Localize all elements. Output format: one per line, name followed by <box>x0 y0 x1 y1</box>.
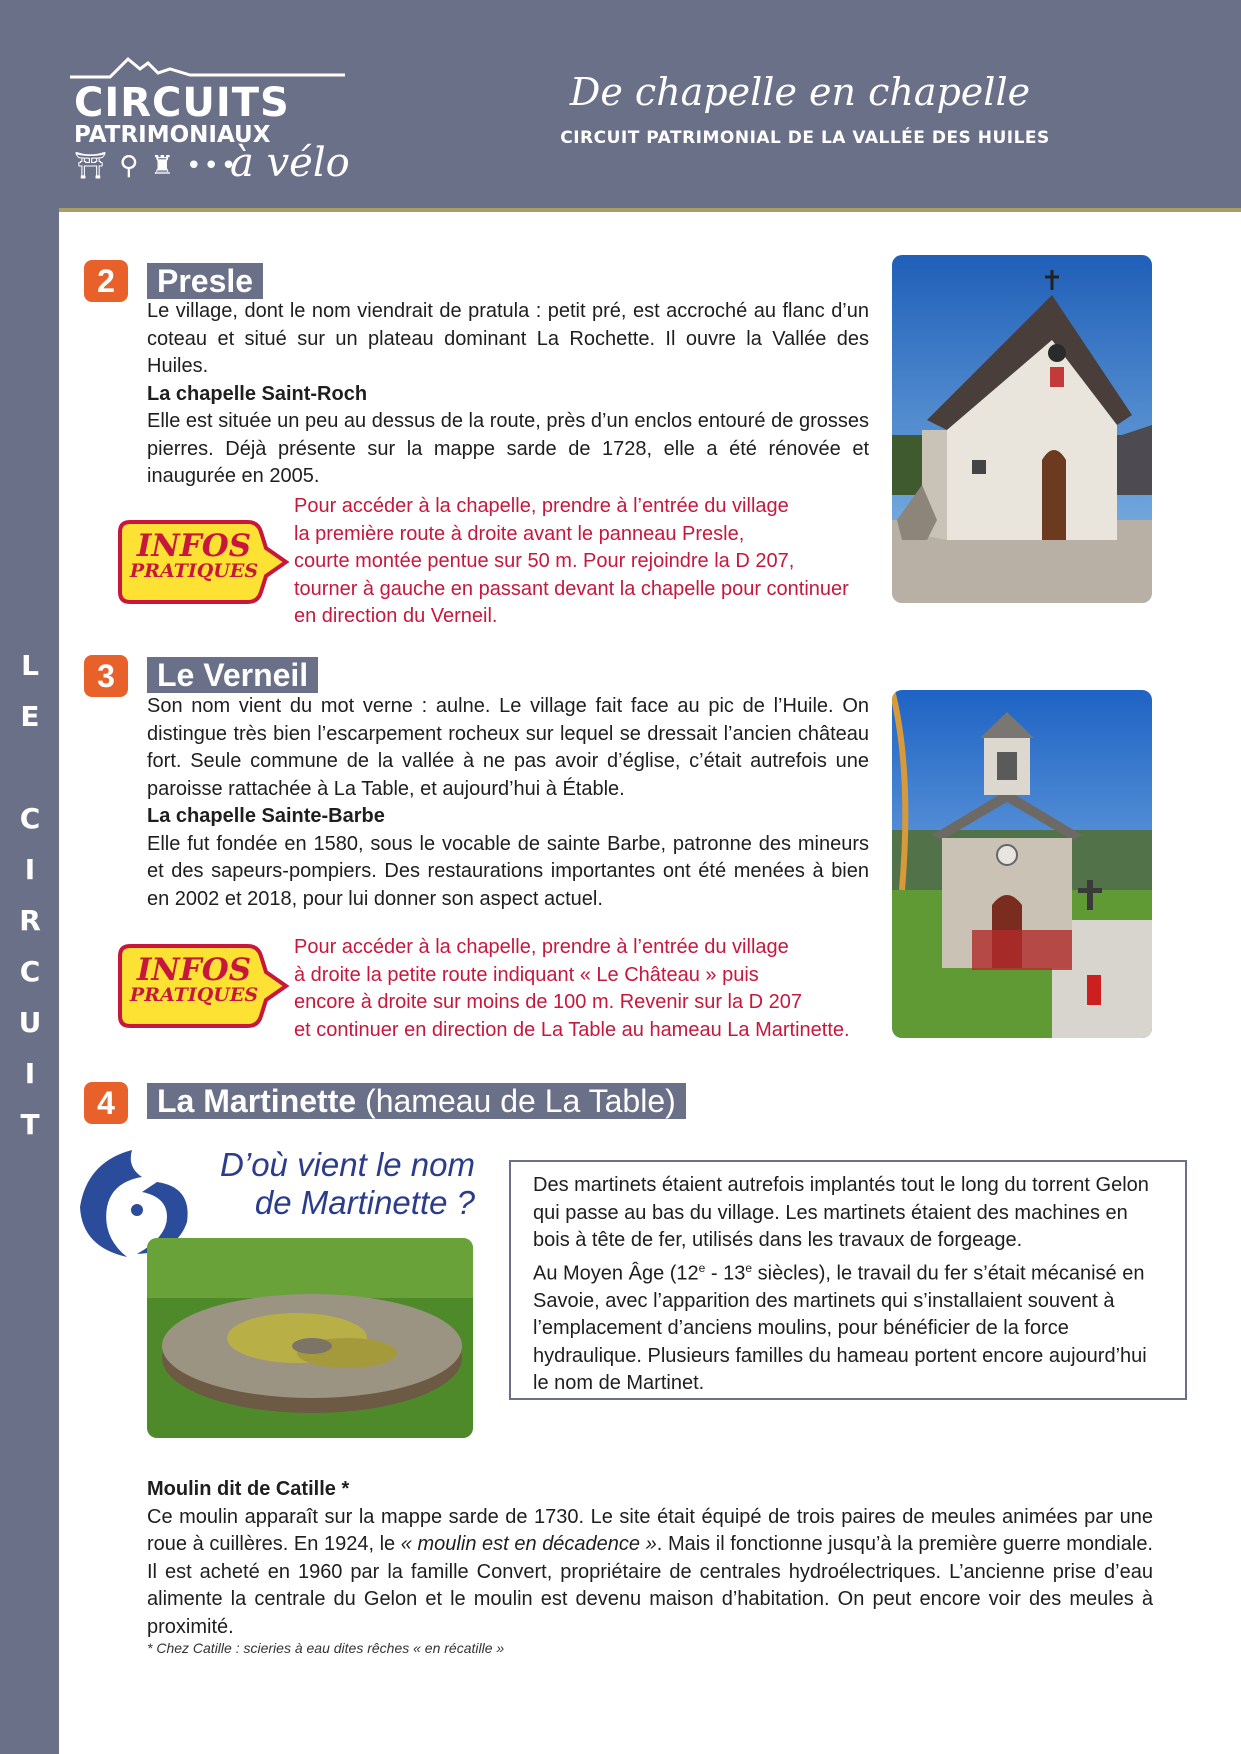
info-line: Pour accéder à la chapelle, prendre à l’entrée du village <box>294 936 789 958</box>
logo-circuits: CIRCUITS <box>74 80 290 126</box>
chapel-subheading: La chapelle Saint-Roch <box>147 382 368 405</box>
pratiques-label: PRATIQUES <box>129 560 259 582</box>
info-line: Pour accéder à la chapelle, prendre à l’entrée du village <box>294 495 789 517</box>
infos-pratiques-badge <box>118 518 293 606</box>
moulin-heading: Moulin dit de Catille * <box>147 1478 350 1500</box>
moulin-paragraph: Ce moulin apparaît sur la mappe sarde de 1730. Le site était équipé de trois paires de meules animées par une roue à cuillères. En 1924, le « moulin est en décadence ». Mais il fonctionne jusqu’à la première guerre mondiale. Il est acheté en 1960 par la famille Convert, propriétaire de centrales hydroélectriques. L’ancienne prise d’eau alimente la centrale du Gelon et le moulin est devenu maison d’habitation. On peut encore voir des meules à proximité. <box>147 1505 1153 1638</box>
section-text-verneil <box>147 693 869 913</box>
logo-a-velo: à vélo <box>230 140 350 186</box>
infos-label: INFOS <box>136 528 252 564</box>
logo-icons: ⛩ ⚲ ♜ ••• <box>74 151 239 181</box>
section-text-presle <box>147 298 869 491</box>
infos-label: INFOS <box>136 952 252 988</box>
side-letter: I <box>24 853 36 886</box>
photo-meule <box>147 1238 473 1438</box>
info-line: tourner à gauche en passant devant la chapelle pour continuer <box>294 577 849 600</box>
intro-paragraph: Le village, dont le nom viendrait de pratula : petit pré, est accroché au flanc d’un coteau et situé sur un plateau dominant La Rochette. Il ouvre la Vallée des Huiles. <box>147 300 869 377</box>
info-line: en direction du Verneil. <box>294 605 498 627</box>
info-line: à droite la petite route indiquant « Le Château » puis <box>294 963 759 986</box>
side-letter <box>10 742 50 793</box>
section-title: La Martinette (hameau de La Table) <box>147 1083 686 1119</box>
info-text-presle <box>294 493 894 631</box>
chapel-subheading: La chapelle Sainte-Barbe <box>147 805 385 827</box>
martinet-info-box <box>509 1160 1187 1400</box>
side-letter: R <box>19 904 41 937</box>
section-number-badge: 4 <box>84 1082 128 1124</box>
photo-chapelle-sainte-barbe <box>892 690 1152 1038</box>
logo-patrimoniaux: PATRIMONIAUX <box>74 122 271 148</box>
section-title: Le Verneil <box>147 657 318 693</box>
header-rule <box>59 208 1241 212</box>
header-subtitle: CIRCUIT PATRIMONIAL DE LA VALLÉE DES HUILES <box>560 128 1050 148</box>
infos-pratiques-badge <box>118 942 293 1030</box>
side-letter: U <box>18 1006 42 1039</box>
info-line: la première route à droite avant le panneau Presle, <box>294 522 745 545</box>
pratiques-label: PRATIQUES <box>129 984 259 1006</box>
chapel-paragraph: Elle fut fondée en 1580, sous le vocable de sainte Barbe, patronne des mineurs et des sapeurs-pompiers. Des restaurations importantes ont été menées à bien en 2002 et 2018, pour lui donner son aspect actuel. <box>147 832 869 910</box>
info-line: encore à droite sur moins de 100 m. Revenir sur la D 207 <box>294 991 803 1013</box>
intro-paragraph: Son nom vient du mot verne : aulne. Le village fait face au pic de l’Huile. On distingue très bien l’escarpement rocheux sur lequel se dressait l’ancien château fort. Seule commune de la vallée à ne pas avoir d’église, c’était autrefois une paroisse rattachée à La Table, et aujourd’hui à Étable. <box>147 695 869 800</box>
box-paragraph: Des martinets étaient autrefois implantés tout le long du torrent Gelon qui passe au bas du village. Les martinets étaient des machines en bois à tête de fer, utilisés dans les travaux de forgeage. <box>533 1174 1149 1251</box>
question-title: D’où vient le nom de Martinette ? <box>220 1146 475 1221</box>
info-text-verneil <box>294 934 914 1044</box>
info-line: et continuer en direction de La Table au hameau La Martinette. <box>294 1018 850 1041</box>
photo-chapelle-saint-roch <box>892 255 1152 603</box>
moulin-section <box>147 1476 1153 1641</box>
box-paragraph: Au Moyen Âge (12e - 13e siècles), le travail du fer s’était mécanisé en Savoie, avec l’apparition des martinets qui s’installaient souvent à l’emplacement d’anciens moulins, pour bénéficier de la force hydraulique. Plusieurs familles du hameau portent encore aujourd’hui le nom de Martinet. <box>533 1260 1147 1395</box>
side-label <box>10 640 50 1150</box>
side-letter: C <box>19 802 41 835</box>
logo <box>70 55 360 190</box>
info-line: courte montée pentue sur 50 m. Pour rejoindre la D 207, <box>294 550 795 572</box>
side-letter: C <box>19 955 41 988</box>
section-number-badge: 3 <box>84 655 128 697</box>
header-script-title: De chapelle en chapelle <box>569 70 1031 114</box>
footnote: * Chez Catille : scieries à eau dites rêches « en récatille » <box>147 1640 505 1656</box>
section-number-badge: 2 <box>84 260 128 302</box>
side-letter: I <box>24 1057 36 1090</box>
side-letter: E <box>20 700 40 733</box>
section-title: Presle <box>147 263 263 299</box>
chapel-paragraph: Elle est située un peu au dessus de la route, près d’un enclos entouré de grosses pierres. Déjà présente sur la mappe sarde de 1728, elle a été rénovée et inaugurée en 2005. <box>147 410 869 487</box>
side-letter: L <box>21 649 39 682</box>
side-letter: T <box>20 1108 40 1141</box>
